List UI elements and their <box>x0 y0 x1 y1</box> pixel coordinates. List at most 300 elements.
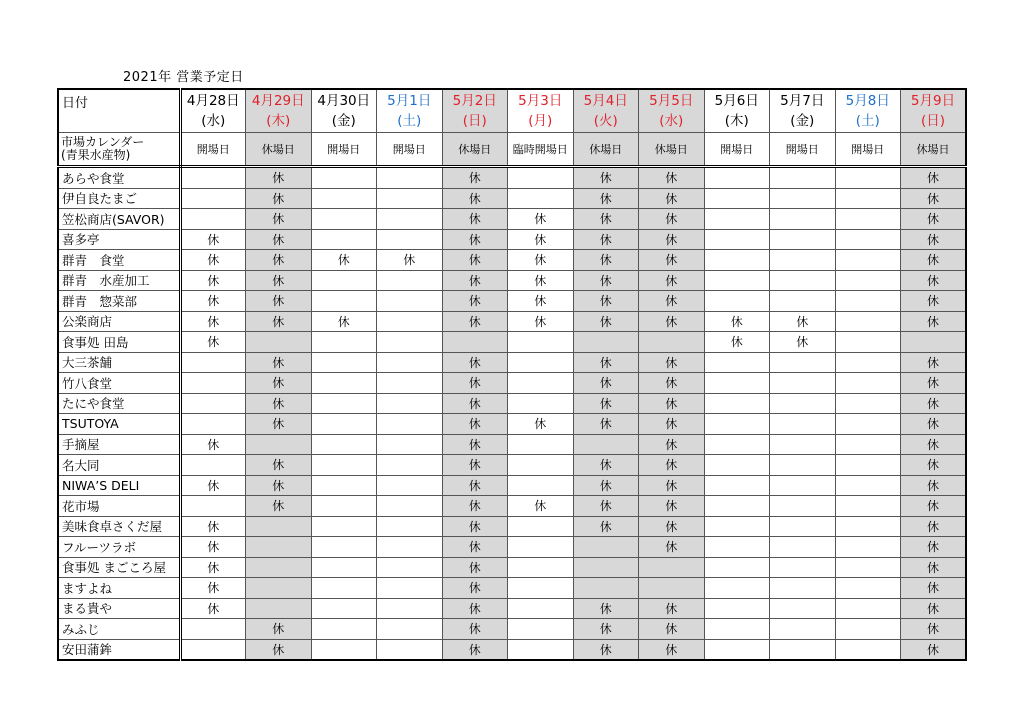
schedule-cell: 休 <box>246 619 312 640</box>
schedule-cell <box>835 352 901 373</box>
shop-name: 大三茶舗 <box>58 352 180 373</box>
schedule-cell <box>180 373 246 394</box>
schedule-cell: 休 <box>901 393 967 414</box>
market-status-cell: 休場日 <box>246 133 312 167</box>
schedule-cell <box>377 496 443 517</box>
market-status-cell: 休場日 <box>573 133 639 167</box>
schedule-cell <box>508 639 574 660</box>
schedule-cell <box>377 373 443 394</box>
weekday-label: (木) <box>266 113 291 129</box>
schedule-cell <box>377 414 443 435</box>
market-status-cell: 開場日 <box>180 133 246 167</box>
date-header-cell <box>180 89 246 133</box>
shop-name: 群青 食堂 <box>58 250 180 271</box>
schedule-cell: 休 <box>901 250 967 271</box>
schedule-cell: 休 <box>901 537 967 558</box>
weekday-label: (金) <box>790 113 815 129</box>
schedule-cell <box>311 414 377 435</box>
schedule-cell <box>311 496 377 517</box>
shop-name: 群青 惣菜部 <box>58 291 180 312</box>
schedule-cell: 休 <box>573 270 639 291</box>
shop-name: まる貴や <box>58 598 180 619</box>
weekday-label: (水) <box>201 113 226 129</box>
date-header-cell <box>573 89 639 133</box>
schedule-cell <box>377 291 443 312</box>
date-label: 4月30日 <box>317 93 371 109</box>
schedule-cell: 休 <box>639 496 705 517</box>
market-status-cell: 休場日 <box>901 133 967 167</box>
schedule-cell: 休 <box>246 414 312 435</box>
date-header-cell <box>377 89 443 133</box>
weekday-label: (月) <box>528 113 553 129</box>
schedule-cell <box>835 598 901 619</box>
schedule-cell <box>377 332 443 353</box>
schedule-cell <box>377 434 443 455</box>
schedule-cell: 休 <box>442 270 508 291</box>
schedule-cell <box>770 639 836 660</box>
schedule-cell: 休 <box>901 475 967 496</box>
schedule-cell <box>508 332 574 353</box>
schedule-cell <box>770 209 836 230</box>
schedule-cell: 休 <box>901 167 967 189</box>
schedule-cell <box>835 537 901 558</box>
schedule-cell <box>442 332 508 353</box>
weekday-label: (木) <box>724 113 749 129</box>
schedule-cell: 休 <box>442 167 508 189</box>
schedule-cell <box>180 455 246 476</box>
schedule-cell: 休 <box>639 291 705 312</box>
date-label: 5月1日 <box>387 93 432 109</box>
schedule-cell <box>835 270 901 291</box>
schedule-cell <box>835 311 901 332</box>
schedule-cell <box>770 373 836 394</box>
schedule-cell <box>704 250 770 271</box>
date-header-cell <box>311 89 377 133</box>
schedule-cell: 休 <box>246 270 312 291</box>
schedule-cell <box>508 188 574 209</box>
schedule-cell <box>835 516 901 537</box>
weekday-label: (土) <box>855 113 880 129</box>
table-row <box>58 414 966 435</box>
table-row <box>58 209 966 230</box>
schedule-cell: 休 <box>180 434 246 455</box>
schedule-cell <box>704 188 770 209</box>
date-label: 5月3日 <box>518 93 563 109</box>
schedule-cell <box>311 434 377 455</box>
schedule-cell <box>311 475 377 496</box>
schedule-cell: 休 <box>442 291 508 312</box>
schedule-cell <box>377 516 443 537</box>
schedule-cell: 休 <box>180 229 246 250</box>
schedule-cell <box>704 434 770 455</box>
schedule-cell: 休 <box>442 496 508 517</box>
schedule-cell: 休 <box>573 188 639 209</box>
schedule-cell: 休 <box>442 311 508 332</box>
schedule-cell <box>180 209 246 230</box>
schedule-cell: 休 <box>442 434 508 455</box>
shop-name: 公楽商店 <box>58 311 180 332</box>
schedule-cell: 休 <box>901 229 967 250</box>
schedule-cell: 休 <box>639 250 705 271</box>
schedule-cell: 休 <box>901 455 967 476</box>
date-label: 5月6日 <box>714 93 759 109</box>
schedule-cell: 休 <box>442 209 508 230</box>
schedule-cell: 休 <box>573 229 639 250</box>
schedule-cell <box>770 188 836 209</box>
schedule-cell: 休 <box>901 578 967 599</box>
market-label-line1: 市場カレンダー <box>61 135 145 149</box>
schedule-cell: 休 <box>639 639 705 660</box>
table-row <box>58 496 966 517</box>
schedule-cell: 休 <box>770 311 836 332</box>
schedule-cell <box>573 578 639 599</box>
schedule-cell <box>246 557 312 578</box>
schedule-cell <box>311 229 377 250</box>
schedule-cell <box>573 557 639 578</box>
schedule-cell <box>180 639 246 660</box>
schedule-cell: 休 <box>901 209 967 230</box>
schedule-cell: 休 <box>639 455 705 476</box>
schedule-cell <box>770 250 836 271</box>
table-row <box>58 188 966 209</box>
market-calendar-label <box>58 133 180 167</box>
schedule-cell: 休 <box>246 250 312 271</box>
schedule-cell: 休 <box>573 393 639 414</box>
date-label: 5月4日 <box>583 93 628 109</box>
schedule-cell: 休 <box>901 352 967 373</box>
schedule-cell: 休 <box>639 516 705 537</box>
schedule-cell: 休 <box>442 373 508 394</box>
schedule-cell: 休 <box>639 352 705 373</box>
table-row <box>58 311 966 332</box>
schedule-cell: 休 <box>573 209 639 230</box>
schedule-cell <box>377 311 443 332</box>
schedule-cell: 休 <box>180 250 246 271</box>
shop-name: 美味食卓さくだ屋 <box>58 516 180 537</box>
schedule-cell <box>377 167 443 189</box>
market-calendar-row <box>58 133 966 167</box>
schedule-cell <box>377 557 443 578</box>
schedule-cell <box>311 578 377 599</box>
schedule-cell <box>770 598 836 619</box>
shop-name: 伊自良たまご <box>58 188 180 209</box>
schedule-cell <box>770 537 836 558</box>
schedule-cell <box>246 537 312 558</box>
schedule-cell: 休 <box>901 639 967 660</box>
schedule-cell <box>770 557 836 578</box>
table-row <box>58 250 966 271</box>
schedule-cell <box>835 475 901 496</box>
market-status-cell: 臨時開場日 <box>508 133 574 167</box>
schedule-cell: 休 <box>442 393 508 414</box>
table-row <box>58 475 966 496</box>
schedule-cell <box>246 598 312 619</box>
schedule-cell: 休 <box>442 352 508 373</box>
schedule-cell: 休 <box>573 619 639 640</box>
table-row <box>58 373 966 394</box>
schedule-cell: 休 <box>508 311 574 332</box>
schedule-cell: 休 <box>180 557 246 578</box>
schedule-cell <box>770 291 836 312</box>
schedule-cell <box>770 393 836 414</box>
schedule-cell: 休 <box>442 475 508 496</box>
schedule-cell: 休 <box>901 434 967 455</box>
schedule-cell: 休 <box>180 332 246 353</box>
schedule-cell <box>377 270 443 291</box>
schedule-cell: 休 <box>639 229 705 250</box>
schedule-cell: 休 <box>442 414 508 435</box>
market-status-cell: 開場日 <box>704 133 770 167</box>
schedule-cell: 休 <box>442 516 508 537</box>
schedule-cell <box>311 373 377 394</box>
schedule-cell <box>835 639 901 660</box>
schedule-cell: 休 <box>901 496 967 517</box>
schedule-cell <box>704 167 770 189</box>
date-header-label: 日付 <box>58 89 180 133</box>
schedule-cell <box>377 229 443 250</box>
schedule-cell <box>377 393 443 414</box>
schedule-cell: 休 <box>573 414 639 435</box>
shop-name: あらや食堂 <box>58 167 180 189</box>
schedule-cell: 休 <box>246 393 312 414</box>
weekday-label: (日) <box>920 113 946 129</box>
schedule-cell <box>835 393 901 414</box>
schedule-cell <box>508 516 574 537</box>
schedule-cell: 休 <box>573 167 639 189</box>
schedule-cell: 休 <box>311 311 377 332</box>
date-label: 4月29日 <box>251 93 305 109</box>
table-row <box>58 434 966 455</box>
schedule-cell <box>704 455 770 476</box>
date-header-row <box>58 89 966 133</box>
schedule-cell: 休 <box>442 229 508 250</box>
schedule-cell: 休 <box>180 270 246 291</box>
table-row <box>58 516 966 537</box>
market-status-cell: 休場日 <box>442 133 508 167</box>
schedule-cell: 休 <box>180 311 246 332</box>
schedule-cell <box>901 332 967 353</box>
schedule-cell <box>377 537 443 558</box>
schedule-cell: 休 <box>246 311 312 332</box>
schedule-cell: 休 <box>508 270 574 291</box>
schedule-cell <box>770 414 836 435</box>
schedule-cell: 休 <box>901 188 967 209</box>
schedule-cell: 休 <box>508 291 574 312</box>
schedule-cell: 休 <box>573 455 639 476</box>
schedule-cell <box>770 434 836 455</box>
schedule-cell <box>377 455 443 476</box>
table-row <box>58 270 966 291</box>
schedule-cell: 休 <box>246 209 312 230</box>
schedule-cell: 休 <box>442 455 508 476</box>
schedule-cell: 休 <box>639 167 705 189</box>
schedule-cell: 休 <box>442 598 508 619</box>
table-row <box>58 455 966 476</box>
schedule-cell <box>770 352 836 373</box>
schedule-cell: 休 <box>901 414 967 435</box>
shop-name: 竹八食堂 <box>58 373 180 394</box>
schedule-cell: 休 <box>573 373 639 394</box>
table-row <box>58 598 966 619</box>
table-row <box>58 557 966 578</box>
schedule-cell <box>639 578 705 599</box>
market-status-cell: 開場日 <box>377 133 443 167</box>
market-status-cell: 休場日 <box>639 133 705 167</box>
schedule-cell: 休 <box>573 250 639 271</box>
shop-name: 食事処 田島 <box>58 332 180 353</box>
schedule-cell <box>508 352 574 373</box>
schedule-cell: 休 <box>508 229 574 250</box>
schedule-cell: 休 <box>246 455 312 476</box>
schedule-cell <box>835 455 901 476</box>
date-label: 5月5日 <box>649 93 694 109</box>
schedule-cell <box>311 598 377 619</box>
schedule-cell <box>704 619 770 640</box>
schedule-cell <box>180 167 246 189</box>
schedule-cell <box>704 393 770 414</box>
date-label: 5月7日 <box>780 93 825 109</box>
schedule-cell <box>508 393 574 414</box>
schedule-cell <box>770 475 836 496</box>
shop-name: 手摘屋 <box>58 434 180 455</box>
schedule-cell: 休 <box>573 516 639 537</box>
schedule-cell <box>704 352 770 373</box>
table-row <box>58 639 966 660</box>
schedule-cell <box>835 557 901 578</box>
schedule-cell <box>704 516 770 537</box>
schedule-cell: 休 <box>573 639 639 660</box>
table-row <box>58 393 966 414</box>
schedule-cell <box>770 270 836 291</box>
schedule-cell <box>704 557 770 578</box>
schedule-cell: 休 <box>246 475 312 496</box>
schedule-cell <box>835 250 901 271</box>
date-label: 5月2日 <box>452 93 497 109</box>
schedule-cell <box>704 270 770 291</box>
schedule-cell <box>770 516 836 537</box>
schedule-cell: 休 <box>311 250 377 271</box>
table-row <box>58 167 966 189</box>
schedule-cell: 休 <box>508 250 574 271</box>
shop-name: たにや食堂 <box>58 393 180 414</box>
market-status-cell: 開場日 <box>770 133 836 167</box>
schedule-cell <box>835 578 901 599</box>
schedule-cell <box>377 598 443 619</box>
schedule-cell <box>770 229 836 250</box>
schedule-cell: 休 <box>573 496 639 517</box>
weekday-label: (日) <box>462 113 487 129</box>
schedule-cell <box>835 332 901 353</box>
schedule-cell <box>704 537 770 558</box>
schedule-cell <box>311 188 377 209</box>
schedule-cell: 休 <box>901 291 967 312</box>
date-header-cell <box>442 89 508 133</box>
schedule-cell: 休 <box>639 619 705 640</box>
schedule-cell: 休 <box>639 393 705 414</box>
table-row <box>58 229 966 250</box>
schedule-cell: 休 <box>246 167 312 189</box>
schedule-cell: 休 <box>442 250 508 271</box>
schedule-cell <box>508 475 574 496</box>
schedule-cell <box>508 619 574 640</box>
schedule-cell: 休 <box>770 332 836 353</box>
shop-name: 笠松商店(SAVOR) <box>58 209 180 230</box>
schedule-cell <box>508 598 574 619</box>
schedule-cell <box>311 455 377 476</box>
schedule-cell <box>311 516 377 537</box>
date-header-cell <box>246 89 312 133</box>
schedule-cell <box>311 557 377 578</box>
schedule-cell: 休 <box>442 578 508 599</box>
schedule-cell <box>377 639 443 660</box>
schedule-cell: 休 <box>180 578 246 599</box>
page-title: 2021年 営業予定日 <box>123 70 244 85</box>
date-header-cell <box>835 89 901 133</box>
schedule-cell: 休 <box>573 598 639 619</box>
schedule-cell: 休 <box>180 537 246 558</box>
schedule-cell <box>180 393 246 414</box>
date-header-cell <box>508 89 574 133</box>
schedule-cell: 休 <box>377 250 443 271</box>
date-label: 4月28日 <box>186 93 240 109</box>
shop-name: NIWA’S DELI <box>58 475 180 496</box>
schedule-cell <box>704 475 770 496</box>
schedule-cell: 休 <box>639 475 705 496</box>
schedule-cell <box>180 619 246 640</box>
schedule-cell: 休 <box>246 291 312 312</box>
schedule-cell <box>770 496 836 517</box>
schedule-cell: 休 <box>901 516 967 537</box>
weekday-label: (火) <box>593 113 618 129</box>
schedule-cell: 休 <box>639 598 705 619</box>
schedule-cell <box>377 475 443 496</box>
schedule-cell: 休 <box>704 332 770 353</box>
schedule-cell: 休 <box>639 209 705 230</box>
market-status-cell: 開場日 <box>835 133 901 167</box>
schedule-cell: 休 <box>246 373 312 394</box>
market-status-cell: 開場日 <box>311 133 377 167</box>
table-row <box>58 332 966 353</box>
schedule-cell <box>311 270 377 291</box>
shop-name: ますよね <box>58 578 180 599</box>
schedule-cell <box>311 352 377 373</box>
schedule-cell <box>508 434 574 455</box>
schedule-cell: 休 <box>180 291 246 312</box>
schedule-cell <box>508 537 574 558</box>
schedule-cell: 休 <box>442 188 508 209</box>
schedule-cell <box>704 598 770 619</box>
date-label: 5月9日 <box>910 93 956 109</box>
table-row <box>58 291 966 312</box>
schedule-cell <box>835 209 901 230</box>
schedule-cell <box>508 373 574 394</box>
date-header-cell <box>704 89 770 133</box>
schedule-cell <box>835 167 901 189</box>
schedule-cell <box>311 167 377 189</box>
schedule-cell <box>180 496 246 517</box>
schedule-cell: 休 <box>639 270 705 291</box>
schedule-cell: 休 <box>639 188 705 209</box>
schedule-cell: 休 <box>246 229 312 250</box>
schedule-cell <box>770 167 836 189</box>
shop-name: 群青 水産加工 <box>58 270 180 291</box>
schedule-cell: 休 <box>639 311 705 332</box>
schedule-cell <box>180 188 246 209</box>
weekday-label: (金) <box>331 113 356 129</box>
shop-name: TSUTOYA <box>58 414 180 435</box>
schedule-cell: 休 <box>901 373 967 394</box>
schedule-cell: 休 <box>508 496 574 517</box>
